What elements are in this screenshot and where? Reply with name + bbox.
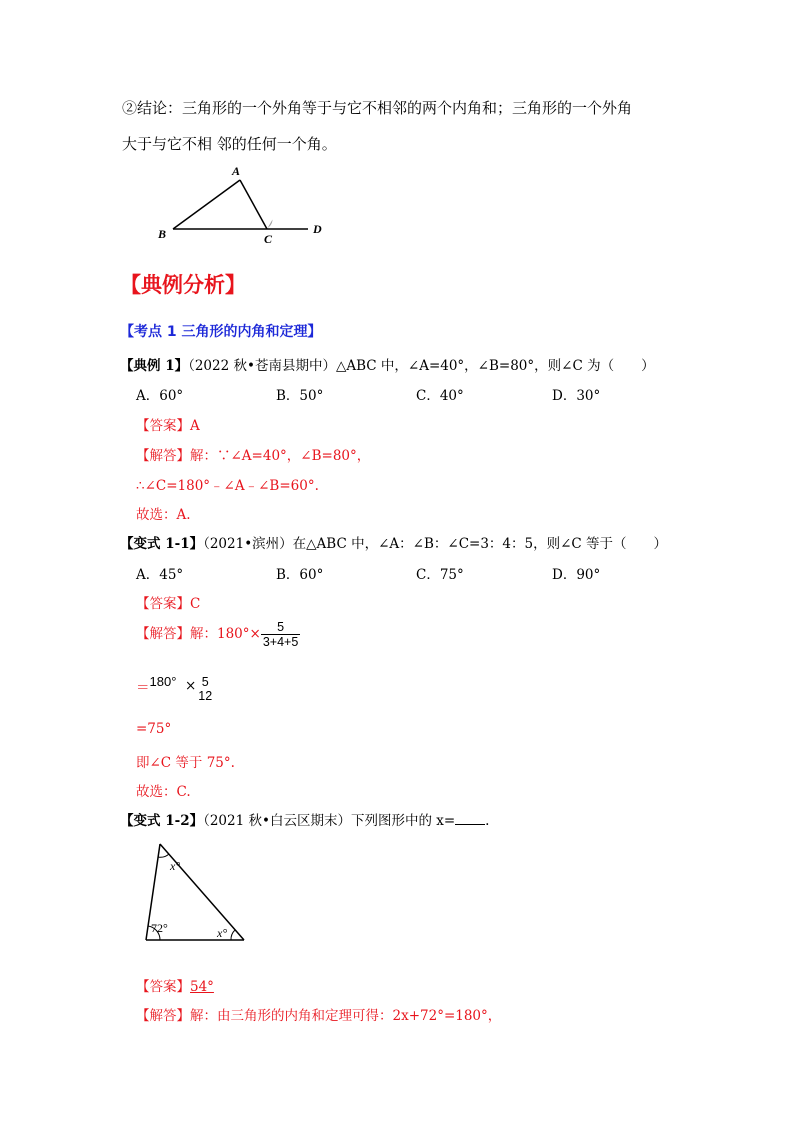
right-angle-arc [231,930,235,940]
answer-value: 54° [190,979,214,995]
variant-1-1-tag: 【变式 1-1】 [120,536,204,552]
solution-label: 【解答】 [136,448,190,464]
variant-1-1-solution-line-5: 故选：C. [136,784,191,800]
side-ab [173,180,240,229]
variant-1-1-option-b: B．60° [276,567,324,583]
example-1-option-d: D．30° [552,388,601,404]
times-sign: × [184,678,197,694]
variant-1-1-option-d: D．90° [552,567,601,583]
variant-1-1-question [120,532,667,552]
top-angle-label: x° [170,859,181,873]
example-1-question [120,354,655,374]
section-title: 【典例分析】 [120,273,246,297]
fraction-denominator: 3+4+5 [262,635,299,649]
variant-1-2-answer [136,975,214,995]
solution-text: 解：∵∠A=40°，∠B=80°， [190,448,371,464]
vertex-a-label: A [232,164,241,178]
kaodian-title: 【考点 1 三角形的内角和定理】 [120,324,322,340]
question-end: . [485,813,490,829]
side-ac [240,180,267,229]
answer-label: 【答案】 [136,596,190,612]
variant-1-2-solution [136,1004,501,1024]
solution-text: 解：由三角形的内角和定理可得：2x+72°=180°， [190,1008,502,1024]
answer-label: 【答案】 [136,979,190,995]
variant-1-1-answer [136,592,200,612]
exterior-angle-figure [150,160,330,250]
triangle-x-figure [140,838,250,948]
example-1-option-b: B．50° [276,388,324,404]
variant-1-1-solution-line-2 [136,674,214,703]
fraction-5-over-12 [196,675,214,703]
fraction-5-over-sum [261,620,300,649]
variant-1-1-question-text: （2021•滨州）在△ABC 中，∠A：∠B：∠C=3：4：5，则∠C 等于（ ） [203,536,668,552]
solution-prefix: 解：180°× [190,626,261,642]
fraction-numerator: 5 [277,620,285,634]
variant-1-2-question-text: （2021 秋•白云区期末）下列图形中的 x= [203,813,456,829]
fraction-denominator: 12 [198,688,213,703]
example-1-option-a: A．60° [136,388,184,404]
point-d-label: D [313,222,322,236]
right-angle-label: x° [217,926,228,940]
example-1-question-text: （2022 秋•苍南县期中）△ABC 中，∠A=40°，∠B=80°，则∠C 为（ ） [188,358,655,374]
answer-blank [455,812,485,825]
vertex-c-label: C [264,232,273,246]
answer-value: C [190,596,201,612]
variant-1-1-solution-line-1 [136,620,300,649]
vertex-b-label: B [158,227,167,241]
example-1-answer [136,414,200,434]
example-1-tag: 【典例 1】 [120,358,189,374]
solution-label: 【解答】 [136,1008,190,1024]
left-angle-label: 72° [151,921,168,935]
value-180: 180° [149,674,177,689]
answer-value: A [190,418,200,434]
example-1-option-c: C．40° [416,388,464,404]
variant-1-2-tag: 【变式 1-2】 [120,813,204,829]
variant-1-2-question [120,809,489,829]
example-1-solution-line-2: ∴∠C=180°﹣∠A﹣∠B=60°. [136,478,319,494]
conclusion-line-1: ②结论：三角形的一个外角等于与它不相邻的两个内角和；三角形的一个外角 [122,99,633,117]
answer-label: 【答案】 [136,418,190,434]
variant-1-1-solution-line-4: 即∠C 等于 75°. [136,755,235,771]
conclusion-line-2: 大于与它不相 邻的任何一个角。 [122,135,337,153]
variant-1-1-option-c: C．75° [416,567,464,583]
variant-1-1-option-a: A．45° [136,567,184,583]
example-1-solution-line-3: 故选：A. [136,507,191,523]
solution-label: 【解答】 [136,626,190,642]
variant-1-1-solution-line-3: =75° [136,721,172,737]
equals-sign: ＝ [136,680,150,696]
example-1-solution-line-1 [136,444,370,464]
fraction-numerator: 5 [201,674,209,689]
top-angle-arc [158,854,169,857]
